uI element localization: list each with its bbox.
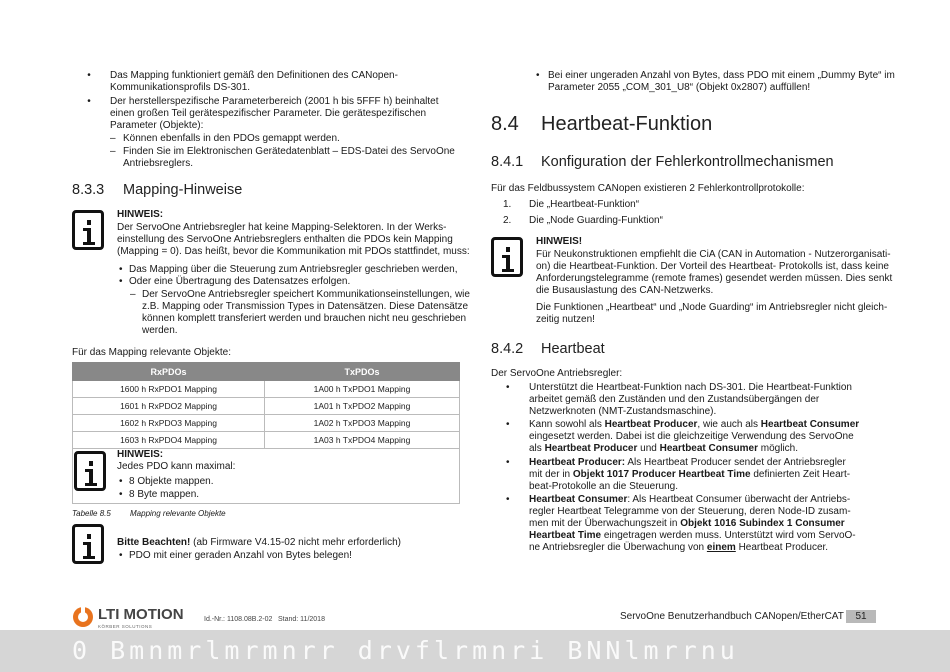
info-icon [72, 524, 104, 564]
table-caption: Mapping relevante Objekte [130, 509, 226, 518]
document-id: Id.-Nr.: 1108.08B.2-02 [204, 616, 273, 623]
manual-title: ServoOne Benutzerhandbuch CANopen/EtherCAT [620, 611, 844, 622]
note-title: HINWEIS: [117, 209, 164, 220]
table-header: RxPDOs [73, 363, 265, 381]
section-title: Heartbeat [541, 341, 605, 357]
bullet-item: Heartbeat Consumer: Als Heartbeat Consumer überwacht der Antriebs- regler Heartbeat Telegramme von der Steuerung, deren Node-ID zusam- men mit der Überwachungszeit in Objekt 1016 Subindex 1 Consumer Heartbeat Time eingetragen werden muss. Unterstützt wird vom ServoO- ne Antriebsregler die Überwachung von einem Heartbeat Producer. [529, 494, 856, 553]
bullet-item: Heartbeat Producer: Als Heartbeat Producer sendet der Antriebsregler mit der in Objekt 1017 Producer Heartbeat Time definierten Zeit Heart- beat-Protokolle an die Steuerung. [529, 457, 851, 492]
document-date: Stand: 11/2018 [278, 616, 325, 623]
brand-name: LTI MOTION [98, 606, 184, 623]
table-row: 1602 h RxPDO3 Mapping 1A02 h TxPDO3 Mapping [73, 415, 460, 432]
note-title: Bitte Beachten! (ab Firmware V4.15-02 nicht mehr erforderlich) [117, 537, 401, 548]
section-number: 8.4 [491, 113, 519, 135]
table-row: 1603 h RxPDO4 Mapping 1A03 h TxPDO4 Mapping [73, 432, 460, 449]
paragraph: Der ServoOne Antriebsregler: [491, 368, 623, 379]
info-icon [491, 237, 523, 277]
mapping-table [72, 362, 460, 449]
bullet-item: Kann sowohl als Heartbeat Producer, wie auch als Heartbeat Consumer eingesetzt werden. Dabei ist die gleichzeitige Verwendung des ServoOne als Heartbeat Producer und Heartbeat Consumer möglich. [529, 419, 860, 454]
bullet-item: Das Mapping funktioniert gemäß den Definitionen des CANopen- Kommunikationsprofils DS-301. [110, 70, 398, 93]
list-item: Die „Heartbeat-Funktion“ [529, 199, 640, 210]
section-title: Mapping-Hinweise [123, 182, 243, 198]
lti-logo-icon [72, 606, 94, 628]
page-number: 51 [846, 610, 876, 623]
bullet-item: Bei einer ungeraden Anzahl von Bytes, dass PDO mit einem „Dummy Byte“ im Parameter 2055 „COM_301_U8“ (Objekt 0x2807) auffüllen! [548, 70, 895, 93]
note-bullet: Das Mapping über die Steuerung zum Antriebsregler geschrieben werden, [129, 264, 458, 275]
note-dash: Der ServoOne Antriebsregler speichert Kommunikationseinstellungen, wie z.B. Mapping oder Transmission Types in Datensätzen. Diese Datensätze können komplett transferiert werden und brauchen nicht neu geschrieben werden. [142, 289, 470, 336]
footer-band-text: 0 Bmnmrlmrmnrr drvflrmnri BNNlmrrnu [72, 636, 739, 665]
bullet-dot: • [87, 96, 91, 107]
note-title: HINWEIS! [536, 236, 583, 247]
bullet-item: Der herstellerspezifische Parameterbereich (2001 h bis 5FFF h) beinhaltet einen großen Teil gerätespezifischer Parameter. Die gerätespezifischen Parameter (Objekte): [110, 96, 439, 131]
dash-item: Finden Sie im Elektronischen Gerätedatenblatt – EDS-Datei des ServoOne Antriebsreglers. [123, 146, 455, 169]
brand-subtitle: KÖRBER SOLUTIONS [98, 624, 153, 629]
note-bullet: 8 Objekte mappen. [129, 476, 214, 487]
section-title: Heartbeat-Funktion [541, 113, 713, 135]
bullet-dot: • [87, 70, 91, 81]
info-icon [72, 210, 104, 250]
note-text: Die Funktionen „Heartbeat“ und „Node Guarding“ im Antriebsregler nicht gleich- zeitig nutzen! [536, 302, 888, 325]
section-title: Konfiguration der Fehlerkontrollmechanismen [541, 154, 834, 170]
table-row: 1601 h RxPDO2 Mapping 1A01 h TxPDO2 Mapping [73, 398, 460, 415]
section-number: 8.4.2 [491, 341, 524, 357]
paragraph: Für das Feldbussystem CANopen existieren 2 Fehlerkontrollprotokolle: [491, 183, 805, 194]
table-intro: Für das Mapping relevante Objekte: [72, 347, 231, 358]
info-icon [74, 451, 106, 491]
section-number: 8.4.1 [491, 154, 524, 170]
note-text: Der ServoOne Antriebsregler hat keine Mapping-Selektoren. In der Werks- einstellung des ServoOne Antriebsreglers enthalten die PDOs kein Mapping (Mapping = 0). Das heißt, bevor die Kommunikation mit PDOs stattfindet, muss: [117, 222, 470, 257]
note-text: Jedes PDO kann maximal: [117, 461, 236, 472]
note-bullet: Oder eine Übertragung des Datensatzes erfolgen. [129, 276, 351, 287]
table-row: 1600 h RxPDO1 Mapping 1A00 h TxPDO1 Mapping [73, 381, 460, 398]
table-header: TxPDOs [265, 363, 460, 381]
note-text: Für Neukonstruktionen empfiehlt die CiA (CAN in Automation - Nutzerorganisati- on) die Heartbeat-Funktion. Der Vorteil des Heartbeat- Protokolls ist, dass keine Anforderungstelegramme (remote frames) gesendet werden müssen. Dies senkt die Busauslastung des CAN-Netzwerks. [536, 249, 893, 296]
list-item: Die „Node Guarding-Funktion“ [529, 215, 663, 226]
dash-item: Können ebenfalls in den PDOs gemappt werden. [123, 133, 340, 144]
note-bullet: 8 Byte mappen. [129, 489, 200, 500]
bullet-item: Unterstützt die Heartbeat-Funktion nach DS-301. Die Heartbeat-Funktion arbeitet gemäß den Zuständen und den Zustandsübergängen der Netzwerknoten (NMT-Zustandsmaschine). [529, 382, 852, 417]
note-bullet: PDO mit einer geraden Anzahl von Bytes belegen! [129, 550, 352, 561]
note-title: HINWEIS: [117, 449, 164, 460]
section-number: 8.3.3 [72, 182, 105, 198]
table-caption-number: Tabelle 8.5 [72, 509, 111, 518]
